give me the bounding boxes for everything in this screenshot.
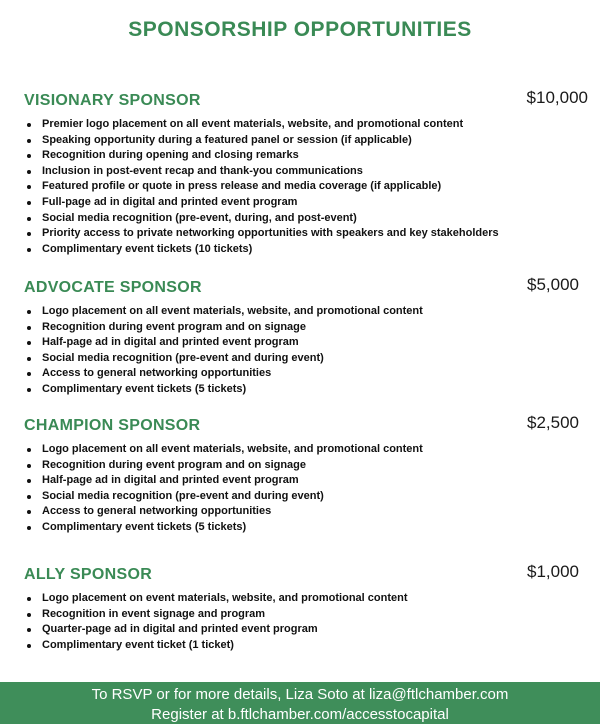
benefit-item: Premier logo placement on all event materials, website, and promotional content: [24, 117, 576, 133]
tier-name: ALLY SPONSOR: [24, 566, 153, 583]
benefit-item: Half-page ad in digital and printed event program: [24, 335, 576, 351]
register-link-line: Register at b.ftlchamber.com/accesstocapital: [151, 706, 449, 723]
benefit-item: Full-page ad in digital and printed event program: [24, 195, 576, 211]
benefit-item: Logo placement on event materials, website, and promotional content: [24, 591, 576, 607]
benefit-item: Social media recognition (pre-event and during event): [24, 489, 576, 505]
benefit-item: Access to general networking opportunities: [24, 504, 576, 520]
footer-banner: [0, 682, 600, 724]
benefit-item: Complimentary event tickets (5 tickets): [24, 520, 576, 536]
benefit-item: Logo placement on all event materials, website, and promotional content: [24, 304, 576, 320]
benefit-item: Priority access to private networking opportunities with speakers and key stakeholders: [24, 226, 576, 242]
benefit-list: [24, 442, 576, 536]
benefit-item: Recognition during opening and closing remarks: [24, 148, 576, 164]
benefit-item: Logo placement on all event materials, website, and promotional content: [24, 442, 576, 458]
benefit-item: Social media recognition (pre-event and during event): [24, 351, 576, 367]
benefit-item: Complimentary event ticket (1 ticket): [24, 638, 576, 654]
benefit-item: Inclusion in post-event recap and thank-you communications: [24, 164, 576, 180]
tier-price: $5,000: [527, 275, 579, 294]
rsvp-contact-line: To RSVP or for more details, Liza Soto at liza@ftlchamber.com: [91, 686, 509, 703]
tier-name: CHAMPION SPONSOR: [24, 417, 201, 434]
benefit-item: Social media recognition (pre-event, during, and post-event): [24, 211, 576, 227]
benefit-item: Featured profile or quote in press release and media coverage (if applicable): [24, 179, 576, 195]
benefit-item: Recognition during event program and on signage: [24, 320, 576, 336]
tier-price: $1,000: [527, 562, 579, 581]
benefit-list: [24, 591, 576, 653]
tier-name: ADVOCATE SPONSOR: [24, 279, 202, 296]
benefit-item: Access to general networking opportunities: [24, 366, 576, 382]
benefit-item: Recognition during event program and on signage: [24, 458, 576, 474]
benefit-item: Speaking opportunity during a featured panel or session (if applicable): [24, 133, 576, 149]
benefit-list: [24, 117, 576, 257]
benefit-item: Recognition in event signage and program: [24, 607, 576, 623]
tier-price: $2,500: [527, 413, 579, 432]
benefit-item: Complimentary event tickets (5 tickets): [24, 382, 576, 398]
benefit-item: Half-page ad in digital and printed event program: [24, 473, 576, 489]
tier-price: $10,000: [526, 88, 588, 107]
page-title: SPONSORSHIP OPPORTUNITIES: [128, 18, 472, 41]
benefit-item: Quarter-page ad in digital and printed event program: [24, 622, 576, 638]
tier-name: VISIONARY SPONSOR: [24, 92, 201, 109]
benefit-list: [24, 304, 576, 398]
benefit-item: Complimentary event tickets (10 tickets): [24, 242, 576, 258]
